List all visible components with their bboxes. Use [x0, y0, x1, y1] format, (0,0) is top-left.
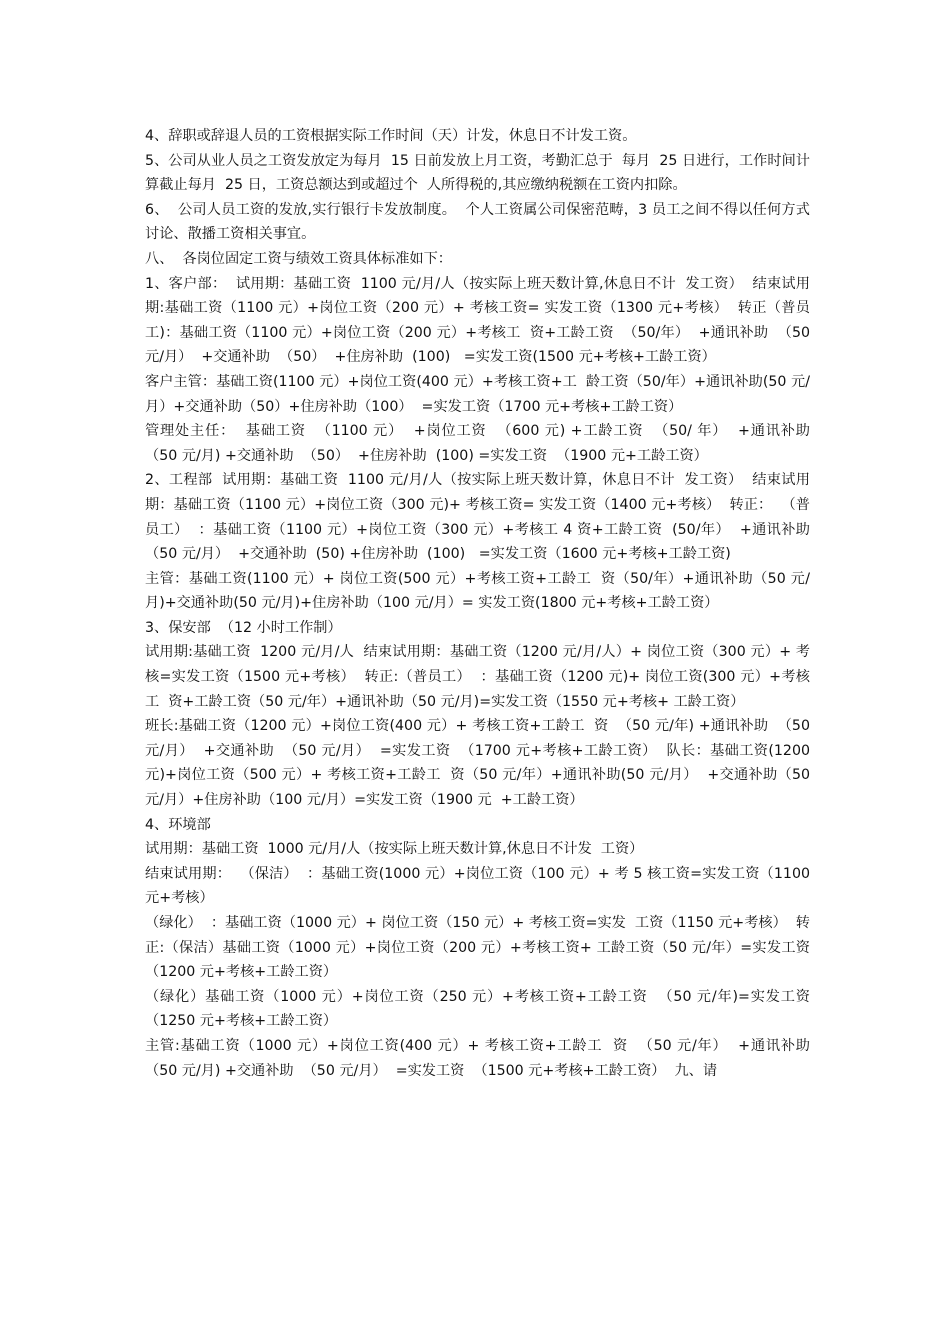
paragraph-environment-probation: 试用期：基础工资 1000 元/月/人（按实际上班天数计算,休息日不计发 工资） — [145, 841, 644, 858]
section-heading-eight: 八、 各岗位固定工资与绩效工资具体标准如下： — [145, 250, 452, 267]
paragraph-customer-dept: 1、客户部： 试用期：基础工资 1100 元/月/人（按实际上班天数计算,休息日不计 发工资） 结束试用期:基础工资（1100 元）+岗位工资（200 元）+ 考核工资= 实发工资（1300 元+考核） 转正（普员工)：基础工资（1100 元）+岗位工资（200 元）+考核工 资+工龄工资 （50/年） +通讯补助 （50 元/月） +交通补助 （50） +住房补助 (100) =实发工资(1500 元+考核+工龄工资） — [145, 275, 815, 366]
paragraph-security-leaders: 班长:基础工资（1200 元）+岗位工资(400 元）+ 考核工资+工龄工 资 （50 元/年) +通讯补助 （50 元/月） +交通补助 （50 元/月） =实发工资 （1700 元+考核+工龄工资） 队长：基础工资(1200 元)+岗位工资（500 元）+ 考核工资+工龄工 资（50 元/年）+通讯补助(50 元/月） +交通补助（50 元/月）+住房补助（100 元/月）=实发工资（1900 元 +工龄工资） — [145, 718, 815, 809]
paragraph-environment-greening: （绿化） ：基础工资（1000 元）+ 岗位工资（150 元）+ 考核工资=实发 工资（1150 元+考核） 转正:（保洁）基础工资（1000 元）+岗位工资（200 元）+考核工资+ 工龄工资（50 元/年）=实发工资（1200 元+考核+工龄工资） — [145, 915, 810, 981]
heading-environment-dept: 4、环境部 — [145, 816, 211, 833]
document-body — [145, 124, 820, 1083]
paragraph-greening-regular: （绿化）基础工资（1000 元）+岗位工资（250 元）+考核工资+工龄工资 （50 元/年)=实发工资（1250 元+考核+工龄工资） — [145, 988, 810, 1030]
paragraph-pay-schedule: 5、公司从业人员之工资发放定为每月 15 日前发放上月工资，考勤汇总于 每月 25 日进行，工作时间计算截止每月 25 日，工资总额达到或超过个 人所得税的,其应缴纳税额在工资内扣除。 — [145, 152, 810, 194]
paragraph-engineering-supervisor: 主管：基础工资(1100 元）+ 岗位工资(500 元）+考核工资+工龄工 资（50/年）+通讯补助（50 元/月)+交通补助(50 元/月)+住房补助（100 元/月）= 实发工资(1800 元+考核+工龄工资） — [145, 570, 810, 612]
paragraph-resignation-pay: 4、辞职或辞退人员的工资根据实际工作时间（天）计发，休息日不计发工资。 — [145, 128, 637, 144]
paragraph-security-probation: 试用期:基础工资 1200 元/月/人 结束试用期：基础工资（1200 元/月/人）+ 岗位工资（300 元）+ 考 核=实发工资（1500 元+考核） 转正:（普员工） ：基础工资（1200 元)+ 岗位工资(300 元）+考核工 资+工龄工资（50 元/年）+通讯补助（50 元/月)=实发工资（1550 元+考核+ 工龄工资） — [145, 644, 820, 710]
paragraph-customer-supervisor: 客户主管：基础工资(1100 元）+岗位工资(400 元）+考核工资+工 龄工资（50/年）+通讯补助(50 元/月）+交通补助（50）+住房补助（100） =实发工资（1700 元+考核+工龄工资） — [145, 373, 810, 415]
paragraph-management-director: 管理处主任： 基础工资 （1100 元） +岗位工资 （600 元) +工龄工资 （50/ 年） +通讯补助 （50 元/月) +交通补助 （50） +住房补助 (100) =实发工资 （1900 元+工龄工资） — [145, 423, 820, 464]
paragraph-environment-cleaning: 结束试用期： （保洁） ：基础工资(1000 元）+岗位工资（100 元）+ 考 5 核工资=实发工资（1100 元+考核） — [145, 865, 815, 907]
paragraph-engineering-dept: 2、工程部 试用期：基础工资 1100 元/月/人（按实际上班天数计算，休息日不计 发工资） 结束试用期：基础工资（1100 元）+岗位工资（300 元)+ 考核工资= 实发工资（1400 元+考核） 转正： （普员工） ：基础工资（1100 元）+岗位工资（300 元）+考核工 4 资+工龄工资 (50/年） +通讯补助 （50 元/月） +交通补助 (50) +住房补助 (100) =实发工资（1600 元+考核+工龄工资) — [145, 472, 820, 563]
paragraph-bank-card: 6、 公司人员工资的发放,实行银行卡发放制度。 个人工资属公司保密范畴，3 员工之间不得以任何方式讨论、散播工资相关事宜。 — [145, 201, 810, 243]
heading-security-dept: 3、保安部 （12 小时工作制） — [145, 619, 342, 636]
paragraph-environment-supervisor: 主管:基础工资（1000 元）+岗位工资(400 元）+ 考核工资+工龄工 资 （50 元/年） +通讯补助 （50 元/月) +交通补助 （50 元/月） =实发工资 （1500 元+考核+工龄工资） 九、请 — [145, 1037, 820, 1079]
